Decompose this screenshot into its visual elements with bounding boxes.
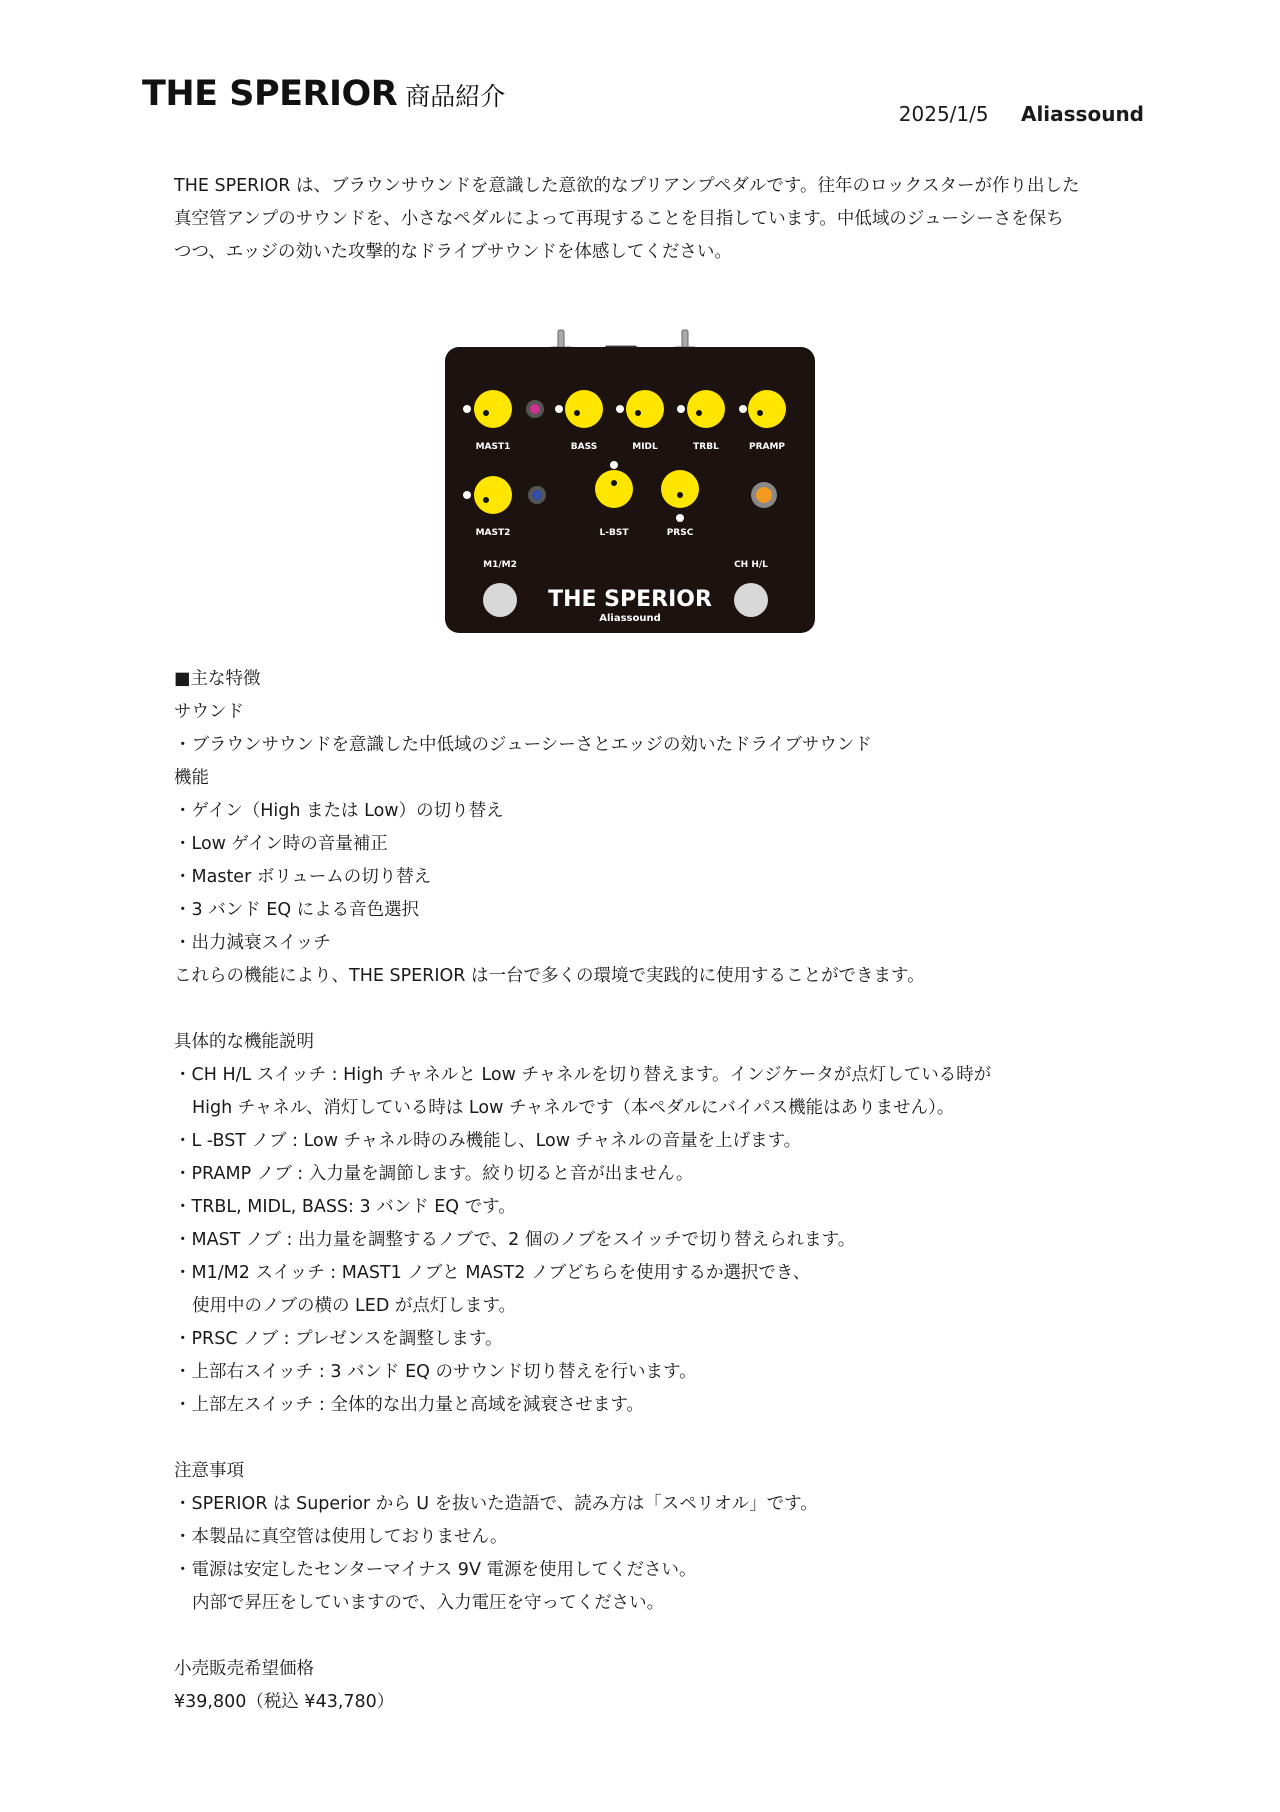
list-item: ・CH H/L スイッチ : High チャネルと Low チャネルを切り替えます。インジケータが点灯している時が [174,1065,992,1085]
intro-line: THE SPERIOR は、ブラウンサウンドを意識した意欲的なプリアンプペダルです。往年のロックスターが作り出した [174,176,1080,196]
chhl-footswitch [734,583,768,617]
list-item-continuation: 使用中のノブの横の LED が点灯します。 [192,1296,517,1316]
knob-label-trbl: TRBL [693,442,719,452]
list-item: ・電源は安定したセンターマイナス 9V 電源を使用してください。 [174,1560,697,1580]
brand-name: Aliassound [1020,102,1144,126]
title-subtitle: 商品紹介 [405,82,506,111]
section-gap [174,993,1134,1026]
document-title [142,74,505,114]
knob-label-prsc: PRSC [666,528,694,538]
price-section [174,1653,1134,1719]
sound-label: サウンド [174,702,244,722]
intro-line: 真空管アンプのサウンドを、小さなペダルによって再現することを目指しています。中低域のジューシーさを保ち [174,209,1064,229]
list-item: ・上部左スイッチ : 全体的な出力量と高域を減衰させます。 [174,1395,644,1415]
notes-heading: 注意事項 [174,1461,244,1481]
pedal-logo: THE SPERIOR [548,587,712,612]
list-item: ・ブラウンサウンドを意識した中低域のジューシーさとエッジの効いたドライブサウンド [174,735,872,755]
notes-section [174,1455,1134,1620]
knob-label-pramp: PRAMP [748,442,786,452]
list-item: ・TRBL, MIDL, BASS: 3 バンド EQ です。 [174,1197,516,1217]
knob-label-mast2: MAST2 [475,528,511,538]
knob-label-midl: MIDL [632,442,658,452]
features-summary: これらの機能により、THE SPERIOR は一台で多くの環境で実践的に使用することができます。 [174,966,925,986]
mast2-led [528,486,546,504]
features-section [174,663,1134,993]
list-item: ・M1/M2 スイッチ : MAST1 ノブと MAST2 ノブどちらを使用するか選択でき、 [174,1263,811,1283]
list-item-continuation: High チャネル、消灯している時は Low チャネルです（本ペダルにバイパス機能はありません）。 [192,1098,955,1118]
list-item: ・PRAMP ノブ : 入力量を調節します。絞り切ると音が出ません。 [174,1164,694,1184]
list-item: ・本製品に真空管は使用しておりません。 [174,1527,508,1547]
header-meta [899,102,1144,126]
function-label: 機能 [174,768,209,788]
intro-line: つつ、エッジの効いた攻撃的なドライブサウンドを体感してください。 [174,242,732,262]
price-heading: 小売販売希望価格 [174,1659,314,1679]
list-item: ・上部右スイッチ : 3 バンド EQ のサウンド切り替えを行います。 [174,1362,697,1382]
product-details [174,663,1134,1719]
list-item: ・SPERIOR は Superior から U を抜いた造語で、読み方は「スペリオル」です。 [174,1494,818,1514]
list-item: ・出力減衰スイッチ [174,933,331,953]
list-item: ・MAST ノブ : 出力量を調整するノブで、2 個のノブをスイッチで切り替えられます。 [174,1230,856,1250]
knob-label-lbst: L-BST [599,528,629,538]
product-name: THE SPERIOR [142,74,398,114]
intro-paragraph [174,170,1134,269]
m1m2-footswitch [483,583,517,617]
list-item: ・L -BST ノブ : Low チャネル時のみ機能し、Low チャネルの音量を上げます。 [174,1131,802,1151]
details-section [174,1026,1134,1422]
features-heading: ■主な特徴 [174,669,261,689]
list-item: ・Master ボリュームの切り替え [174,867,432,887]
knob-label-mast1: MAST1 [475,442,511,452]
knob-label-bass: BASS [570,442,598,452]
list-item: ・PRSC ノブ : プレゼンスを調整します。 [174,1329,503,1349]
mast1-led [526,400,544,418]
list-item: ・ゲイン（High または Low）の切り替え [174,801,504,821]
document-date: 2025/1/5 [898,102,989,126]
list-item: ・Low ゲイン時の音量補正 [174,834,388,854]
list-item: ・3 バンド EQ による音色選択 [174,900,420,920]
channel-led [751,482,777,508]
list-item-continuation: 内部で昇圧をしていますので、入力電圧を守ってください。 [192,1593,665,1613]
switch-label-chhl: CH H/L [734,560,768,570]
section-gap [174,1422,1134,1455]
section-gap [174,1620,1134,1653]
pedal-illustration [440,313,820,633]
pedal-brand: Aliassound [599,613,661,624]
switch-label-m1m2: M1/M2 [483,560,517,570]
details-heading: 具体的な機能説明 [174,1032,314,1052]
price-value: ¥39,800（税込 ¥43,780） [174,1692,395,1712]
